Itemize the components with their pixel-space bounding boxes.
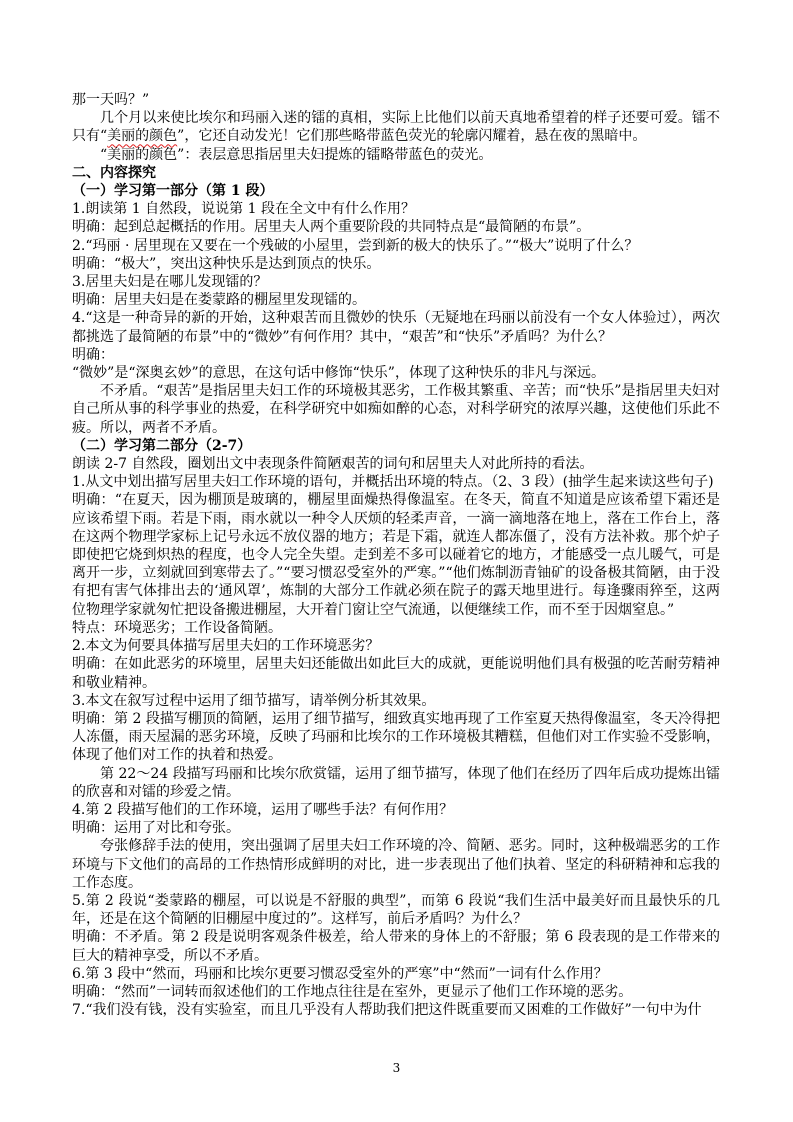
part2-question-7: 7.“我们没有钱，没有实验室，而且几乎没有人帮助我们把这件既重要而又困难的工作做好”一句中为什: [72, 1002, 702, 1019]
part1-question-3: 3.居里夫妇是在哪儿发现镭的？: [72, 274, 268, 291]
definition-paragraph: “美丽的颜色”：表层意思指居里夫妇提炼的镭略带蓝色的荧光。: [100, 146, 493, 163]
part1-answer-4-label: 明确：: [72, 346, 114, 363]
part2-answer-1: 明确：“在夏天，因为棚顶是玻璃的，棚屋里面燥热得像温室。在冬天，简直不知道是应该希望下霜还是应该希望下雨。若是下雨，雨水就以一种令人厌烦的轻柔声音，一滴一滴地落在地上，落在工作台上，落在这两个物理学家标上记号永远不放仪器的地方；若是下霜，就连人都冻僵了，没有方法补救。那个炉子即使把它烧到炽热的程度，也令人完全失望。走到差不多可以碰着它的地方，才能感受一点儿暖气，可是离开一步，立刻就回到寒带去了。”“要习惯忍受室外的严寒。”“他们炼制沥青铀矿的设备极其简陋，由于没有把有害气体排出去的‘通风罩’，炼制的大部分工作就必须在院子的露天地里进行。每逢骤雨猝至，这两位物理学家就匆忙把设备搬进棚屋，大开着门窗让空气流通，以便继续工作，而不至于因烟窒息。”: [72, 492, 720, 618]
part2-answer-4-paragraph-2: 夸张修辞手法的使用，突出强调了居里夫妇工作环境的冷、简陋、恶劣。同时，这种极端恶劣的工作环境与下文他们的高昂的工作热情形成鲜明的对比，进一步表现出了他们执着、坚定的科研精神和忘我的工作态度。: [72, 838, 720, 891]
part2-question-3: 3.本文在叙写过程中运用了细节描写，请举例分析其效果。: [72, 692, 436, 709]
part2-answer-5: 明确：不矛盾。第 2 段是说明客观条件极差，给人带来的身体上的不舒服；第 6 段表现的是工作带来的巨大的精神享受，所以不矛盾。: [72, 929, 720, 964]
part1-answer-2: 明确：“极大”，突出这种快乐是达到顶点的快乐。: [72, 255, 381, 272]
part1-answer-1: 明确：起到总起概括的作用。居里夫人两个重要阶段的共同特点是“最简陋的布景”。: [72, 219, 591, 236]
part2-question-2: 2.本文为何要具体描写居里夫妇的工作环境恶劣？: [72, 638, 380, 655]
part2-answer-1-feature: 特点：环境恶劣；工作设备简陋。: [72, 619, 282, 636]
part1-answer-4-paragraph-2: 不矛盾。“艰苦”是指居里夫妇工作的环境极其恶劣，工作极其繁重、辛苦；而“快乐”是指居里夫妇对自己所从事的科学事业的热爱，在科学研究中如痴如醉的心态，对科学研究的浓厚兴趣，这使他们乐此不疲。所以，两者不矛盾。: [72, 383, 720, 436]
part2-answer-4-paragraph-1: 明确：运用了对比和夸张。: [72, 820, 240, 837]
part1-heading: （一）学习第一部分（第 1 段）: [72, 183, 274, 200]
part1-question-2: 2.“玛丽 · 居里现在又要在一个残破的小屋里，尝到新的极大的快乐了。”“极大”说明了什么？: [72, 237, 639, 254]
page-number: 3: [392, 1061, 401, 1075]
part2-question-4: 4.第 2 段描写他们的工作环境，运用了哪些手法？有何作用？: [72, 801, 454, 818]
part1-answer-4-paragraph-1: “微妙”是“深奥玄妙”的意思，在这句话中修饰“快乐”，体现了这种快乐的非凡与深远。: [72, 365, 605, 382]
document-body: [72, 91, 720, 1019]
intro-text-before: 几个月以来使比埃尔和玛丽入迷的镭的真相，实际上比他们以前天真地希望着的样子还要可爱。镭不只有“: [72, 110, 720, 145]
part2-answer-3-paragraph-2: 第 22～24 段描写玛丽和比埃尔欣赏镭，运用了细节描写，体现了他们在经历了四年后成功提炼出镭的欣喜和对镭的珍爱之情。: [72, 765, 720, 800]
section-heading: 二、内容探究: [72, 164, 156, 181]
part1-answer-3: 明确：居里夫妇是在娄蒙路的棚屋里发现镭的。: [72, 292, 366, 309]
part2-answer-3-paragraph-1: 明确：第 2 段描写棚顶的简陋，运用了细节描写，细致真实地再现了工作室夏天热得像温室，冬天冷得把人冻僵，雨天屋漏的恶劣环境，反映了玛丽和比埃尔的工作环境极其糟糕，但他们对工作实验不受影响，体现了他们对工作的执着和热爱。: [72, 710, 720, 764]
part2-answer-2: 明确：在如此恶劣的环境里，居里夫妇还能做出如此巨大的成就，更能说明他们具有极强的吃苦耐劳精神和敬业精神。: [72, 656, 720, 691]
part2-heading: （二）学习第二部分（2-7）: [72, 437, 252, 454]
intro-continuation: 那一天吗？”: [72, 92, 150, 108]
part2-question-5: 5.第 2 段说“娄蒙路的棚屋，可以说是不舒服的典型”，而第 6 段说“我们生活中最美好而且最快乐的几年，还是在这个简陋的旧棚屋中度过的”。这样写，前后矛盾吗？为什么？: [72, 892, 720, 928]
part1-question-4: 4.“这是一种奇异的新的开始，这种艰苦而且微妙的快乐（无疑地在玛丽以前没有一个女人体验过），两次都挑选了最简陋的布景”中的“微妙”有何作用？其中，“艰苦”和“快乐”矛盾吗？为什么？: [72, 310, 720, 345]
intro-paragraph: [72, 109, 720, 145]
part2-question-1: 1.从文中划出描写居里夫妇工作环境的语句，并概括出环境的特点。（2、3 段）(抽学生起来读这些句子): [72, 474, 714, 491]
part2-instruction: 朗读 2-7 自然段，圈划出文中表现条件简陋艰苦的词句和居里夫人对此所持的看法。: [72, 456, 594, 473]
part1-question-1: 1.朗读第 1 自然段，说说第 1 段在全文中有什么作用？: [72, 201, 415, 218]
part2-question-6: 6.第 3 段中“然而，玛丽和比埃尔更要习惯忍受室外的严寒”中“然而”一词有什么作用？: [72, 965, 608, 982]
part2-answer-6: 明确：“然而”一词转而叙述他们的工作地点往往是在室外，更显示了他们工作环境的恶劣。: [72, 983, 633, 1000]
marked-phrase: 美丽的颜色: [107, 128, 178, 145]
intro-text-after: ”，它还自动发光！它们那些略带蓝色荧光的轮廓闪耀着，悬在夜的黑暗中。: [177, 128, 647, 145]
